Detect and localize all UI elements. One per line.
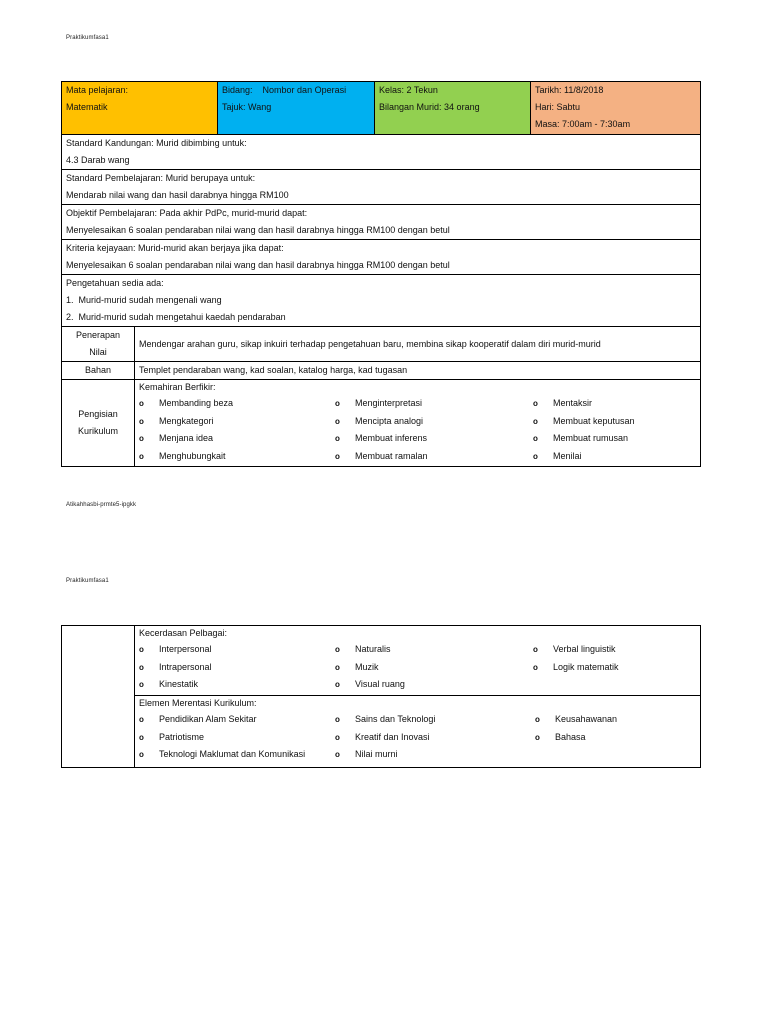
- bullet-icon: o: [335, 732, 340, 742]
- list-item: [535, 729, 696, 747]
- day-label: Hari: Sabtu: [535, 102, 581, 112]
- list-item-empty: [535, 746, 696, 764]
- bullet-icon: o: [139, 732, 144, 742]
- list-item: [335, 448, 533, 466]
- thinking-skill: Membuat keputusan: [553, 415, 635, 426]
- list-item: [139, 729, 335, 747]
- date-label: Tarikh: 11/8/2018: [535, 85, 604, 95]
- list-item: [335, 395, 533, 413]
- intelligence: Interpersonal: [159, 644, 212, 654]
- list-item: [335, 413, 533, 431]
- bullet-icon: o: [335, 715, 340, 724]
- cross-curricular-element: Patriotisme: [159, 731, 205, 742]
- intelligence: Kinestatik: [159, 679, 199, 689]
- learning-standard-value: Mendarab nilai wang dan hasil darabnya hingga RM100: [66, 190, 289, 200]
- multiple-intelligence-list: [139, 641, 696, 694]
- cross-curricular-element: Pendidikan Alam Sekitar: [159, 714, 257, 724]
- list-item: [533, 395, 696, 413]
- topic-label: Tajuk: Wang: [222, 102, 272, 112]
- cross-curricular-label: Elemen Merentasi Kurikulum:: [139, 698, 257, 708]
- bullet-icon: o: [139, 715, 144, 724]
- list-item: [335, 746, 535, 764]
- time-label: Masa: 7:00am - 7:30am: [535, 119, 631, 129]
- materials-label: Bahan: [62, 362, 135, 380]
- prior-knowledge-item: 2. Murid-murid sudah mengetahui kaedah pendaraban: [66, 312, 286, 322]
- thinking-skills-label: Kemahiran Berfikir:: [139, 382, 216, 392]
- content-standard-label: Standard Kandungan: Murid dibimbing untuk:: [66, 138, 247, 148]
- success-criteria-value: Menyelesaikan 6 soalan pendaraban nilai wang dan hasil darabnya hingga RM100 dengan betul: [66, 260, 450, 270]
- cross-curricular-element: Teknologi Maklumat dan Komunikasi: [159, 749, 306, 759]
- bullet-icon: o: [533, 399, 538, 408]
- bullet-icon: o: [139, 750, 144, 759]
- values-label-line2: Nilai: [89, 347, 107, 357]
- cross-curricular-list: [139, 711, 696, 764]
- cross-curricular-cell: [135, 696, 701, 768]
- thinking-skill: Membuat ramalan: [355, 450, 428, 461]
- empty-label-cell: [62, 626, 135, 768]
- bullet-icon: o: [535, 715, 540, 724]
- multiple-intelligence-cell: [135, 626, 701, 696]
- list-item: [335, 430, 533, 448]
- bullet-icon: o: [139, 645, 144, 654]
- intelligence: Naturalis: [355, 644, 391, 654]
- bullet-icon: o: [335, 680, 340, 689]
- intelligence: Intrapersonal: [159, 661, 212, 672]
- cross-curricular-element: Nilai murni: [355, 749, 398, 759]
- list-item: [533, 448, 696, 466]
- cross-curricular-element: Bahasa: [555, 731, 586, 742]
- cross-curricular-element: Sains dan Teknologi: [355, 714, 436, 724]
- curriculum-label-line1: Pengisian: [78, 409, 118, 419]
- bullet-icon: o: [533, 451, 538, 461]
- subject-value: Matematik: [66, 102, 108, 112]
- date-cell: [531, 82, 701, 135]
- values-label-cell: [62, 327, 135, 362]
- values-value: Mendengar arahan guru, sikap inkuiri terhadap pengetahuan baru, membina sikap kooperatif dalam diri murid-murid: [135, 327, 701, 362]
- learning-standard-cell: [62, 170, 701, 205]
- bullet-icon: o: [335, 416, 340, 426]
- prior-knowledge-item: 1. Murid-murid sudah mengenali wang: [66, 295, 222, 305]
- class-label: Kelas: 2 Tekun: [379, 85, 438, 95]
- intelligence: Visual ruang: [355, 679, 405, 689]
- bullet-icon: o: [335, 434, 340, 443]
- list-item: [139, 659, 335, 677]
- values-label-line1: Penerapan: [75, 330, 121, 340]
- thinking-skill: Menginterpretasi: [355, 398, 423, 408]
- thinking-skills-cell: [135, 380, 701, 467]
- list-item: [139, 395, 335, 413]
- bullet-icon: o: [335, 645, 340, 654]
- bullet-icon: o: [139, 680, 144, 689]
- success-criteria-label: Kriteria kejayaan: Murid-murid akan berjaya jika dapat:: [66, 243, 284, 253]
- list-item: [533, 430, 696, 448]
- list-item: [139, 413, 335, 431]
- thinking-skill: Mentaksir: [553, 398, 593, 408]
- objective-cell: [62, 205, 701, 240]
- cross-curricular-element: Keusahawanan: [555, 714, 618, 724]
- thinking-skill: Membuat rumusan: [553, 433, 629, 443]
- objective-value: Menyelesaikan 6 soalan pendaraban nilai wang dan hasil darabnya hingga RM100 dengan betul: [66, 225, 450, 235]
- content-standard-cell: [62, 135, 701, 170]
- list-item: [335, 659, 533, 677]
- intelligence: Logik matematik: [553, 661, 619, 672]
- bullet-icon: o: [139, 451, 144, 461]
- field-label: Bidang: Nombor dan Operasi: [222, 85, 347, 95]
- list-item: [139, 676, 335, 694]
- thinking-skill: Membanding beza: [159, 398, 234, 408]
- list-item: [533, 413, 696, 431]
- bullet-icon: o: [535, 732, 540, 742]
- bullet-icon: o: [335, 662, 340, 672]
- list-item: [139, 641, 335, 659]
- page1-footer-note: Atikahhasbi-prmte5-ipgkk: [66, 502, 137, 508]
- bullet-icon: o: [533, 662, 538, 672]
- bullet-icon: o: [139, 434, 144, 443]
- bullet-icon: o: [533, 416, 538, 426]
- thinking-skill: Mengkategori: [159, 415, 214, 426]
- list-item: [335, 729, 535, 747]
- prior-knowledge-cell: [62, 275, 701, 327]
- class-cell: [375, 82, 531, 135]
- multiple-intelligence-label: Kecerdasan Pelbagai:: [139, 628, 228, 638]
- thinking-skills-list: [139, 395, 696, 465]
- content-standard-value: 4.3 Darab wang: [66, 155, 130, 165]
- curriculum-label-cell: [62, 380, 135, 467]
- list-item: [535, 711, 696, 729]
- list-item-empty: [533, 676, 696, 694]
- thinking-skill: Membuat inferens: [355, 433, 428, 443]
- list-item: [335, 641, 533, 659]
- learning-standard-label: Standard Pembelajaran: Murid berupaya untuk:: [66, 173, 256, 183]
- intelligence: Verbal linguistik: [553, 644, 616, 654]
- objective-label: Objektif Pembelajaran: Pada akhir PdPc, murid-murid dapat:: [66, 208, 308, 218]
- subject-label: Mata pelajaran:: [66, 85, 129, 95]
- thinking-skill: Menghubungkait: [159, 450, 226, 461]
- page1-header-note: Praktikumfasa1: [66, 35, 109, 41]
- bullet-icon: o: [533, 434, 538, 443]
- list-item: [139, 430, 335, 448]
- list-item: [139, 711, 335, 729]
- prior-knowledge-label: Pengetahuan sedia ada:: [66, 278, 164, 288]
- student-count: Bilangan Murid: 34 orang: [379, 102, 480, 112]
- list-item: [533, 659, 696, 677]
- lesson-plan-table-2: [61, 625, 701, 768]
- lesson-plan-table-1: [61, 81, 701, 467]
- subject-cell: [62, 82, 218, 135]
- list-item: [139, 448, 335, 466]
- intelligence: Muzik: [355, 661, 379, 672]
- materials-value: Templet pendaraban wang, kad soalan, katalog harga, kad tugasan: [135, 362, 701, 380]
- bullet-icon: o: [335, 451, 340, 461]
- thinking-skill: Menilai: [553, 450, 582, 461]
- list-item: [533, 641, 696, 659]
- list-item: [335, 676, 533, 694]
- bullet-icon: o: [139, 416, 144, 426]
- thinking-skill: Mencipta analogi: [355, 415, 424, 426]
- curriculum-label-line2: Kurikulum: [77, 426, 118, 436]
- page2-header-note: Praktikumfasa1: [66, 578, 109, 584]
- success-criteria-cell: [62, 240, 701, 275]
- bullet-icon: o: [139, 399, 144, 408]
- topic-cell: [218, 82, 375, 135]
- bullet-icon: o: [335, 750, 340, 759]
- bullet-icon: o: [533, 645, 538, 654]
- list-item: [139, 746, 335, 764]
- cross-curricular-element: Kreatif dan Inovasi: [355, 731, 430, 742]
- bullet-icon: o: [139, 662, 144, 672]
- bullet-icon: o: [335, 399, 340, 408]
- list-item: [335, 711, 535, 729]
- thinking-skill: Menjana idea: [159, 433, 214, 443]
